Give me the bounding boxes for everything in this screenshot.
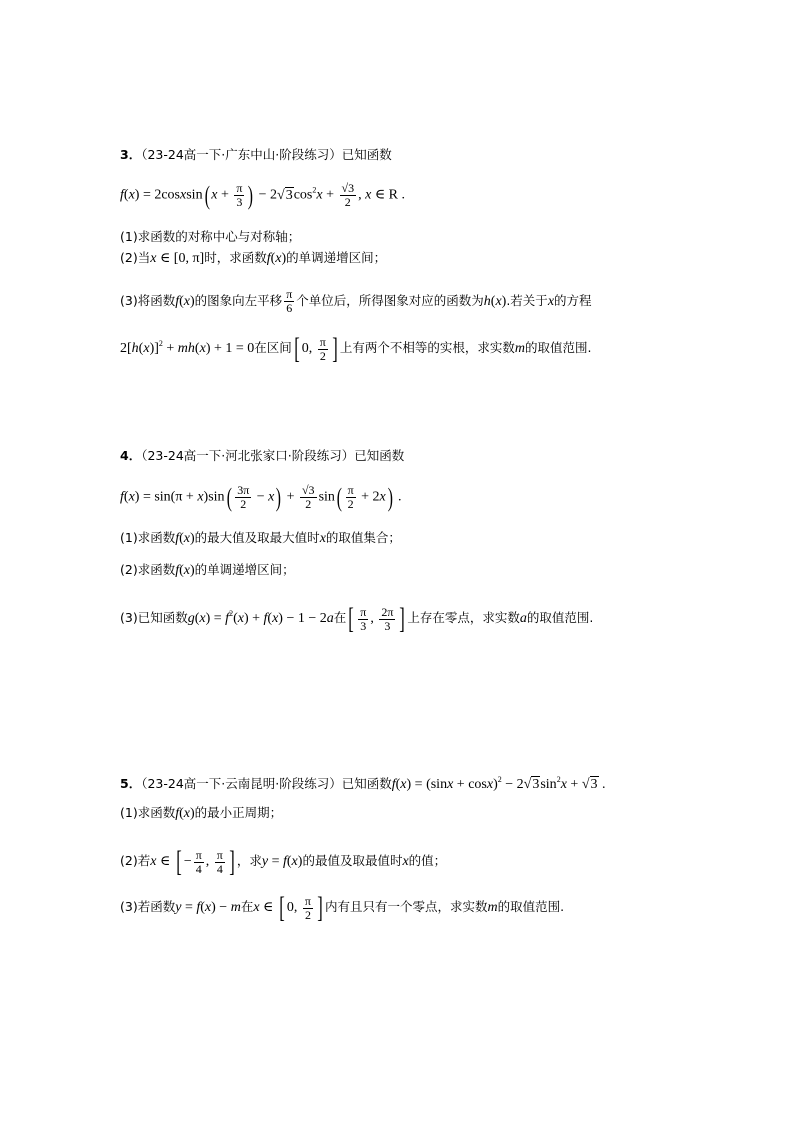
problem-5-q2: (2)若x ∈ [ − $\frac{\pi}{4}$ , $\frac{\pi}{4}$ ] ，求y = f(x)的最值及取最值时x的值； (120, 845, 447, 878)
problem-3-number: 3． (120, 147, 142, 162)
problem-3-source: （23-24高一下·广东中山·阶段练习）已知函数 (141, 147, 392, 162)
problem-3-function: f(x) = 2cosxsin( x + $\frac{\pi}{3}$ ) − $2√3\cos^2x$ + $\frac{√3}{2}$ , x ∈ R . (120, 180, 406, 210)
problem-4-source: （23-24高一下·河北张家口·阶段练习）已知函数 (141, 448, 405, 463)
problem-4-function: f(x) = sin(π + x)sin( $\frac{3\pi}{2}$ − x) + $\frac{√3}{2}$ sin( $\frac{\pi}{2}$ + 2x) . (120, 482, 402, 512)
problem-4-q1: (1)求函数f(x)的最大值及取最大值时x的取值集合； (120, 530, 401, 546)
problem-4-number: 4． (120, 448, 142, 463)
problem-5-source: （23-24高一下·云南昆明·阶段练习）已知函数 (141, 776, 392, 791)
problem-5-q3: (3)若函数y = f(x) − m在x ∈ [ 0, $\frac{\pi}{2}$ ] 内有且只有一个零点，求实数m的取值范围. (120, 891, 565, 924)
problem-3-q2: (2)当x ∈ [0, π]时，求函数f(x)的单调递增区间； (120, 250, 387, 266)
problem-3-q3: (3)将函数f(x)的图象向左平移 $\frac{\pi}{6}$ 个单位后，所得图象对应的函数为h(x).若关于x的方程 (120, 287, 592, 315)
problem-3-q1: (1)求函数的对称中心与对称轴； (120, 229, 301, 244)
problem-5-number: 5． (120, 776, 142, 791)
problem-5-function: $f(x) = (\sin x + \cos x)^2 - 2√3\sin^2x + √3$ . (391, 775, 606, 792)
problem-5-q1: (1)求函数f(x)的最小正周期； (120, 805, 283, 821)
problem-4-q3: (3)已知函数$g(x) = f^2(x) + f(x) - 1 - 2a$在[ $\frac{\pi}{3}$ , $\frac{2\pi}{3}$ ] 上存在零点，求实数a的取值范围. (120, 602, 594, 635)
problem-4-q2: (2)求函数f(x)的单调递增区间； (120, 562, 295, 578)
problem-3-q3-cont: $2[h(x)]^2 + mh(x) + 1 = 0$在区间[ 0, $\frac{\pi}{2}$ ] 上有两个不相等的实根，求实数m的取值范围. (120, 332, 592, 365)
